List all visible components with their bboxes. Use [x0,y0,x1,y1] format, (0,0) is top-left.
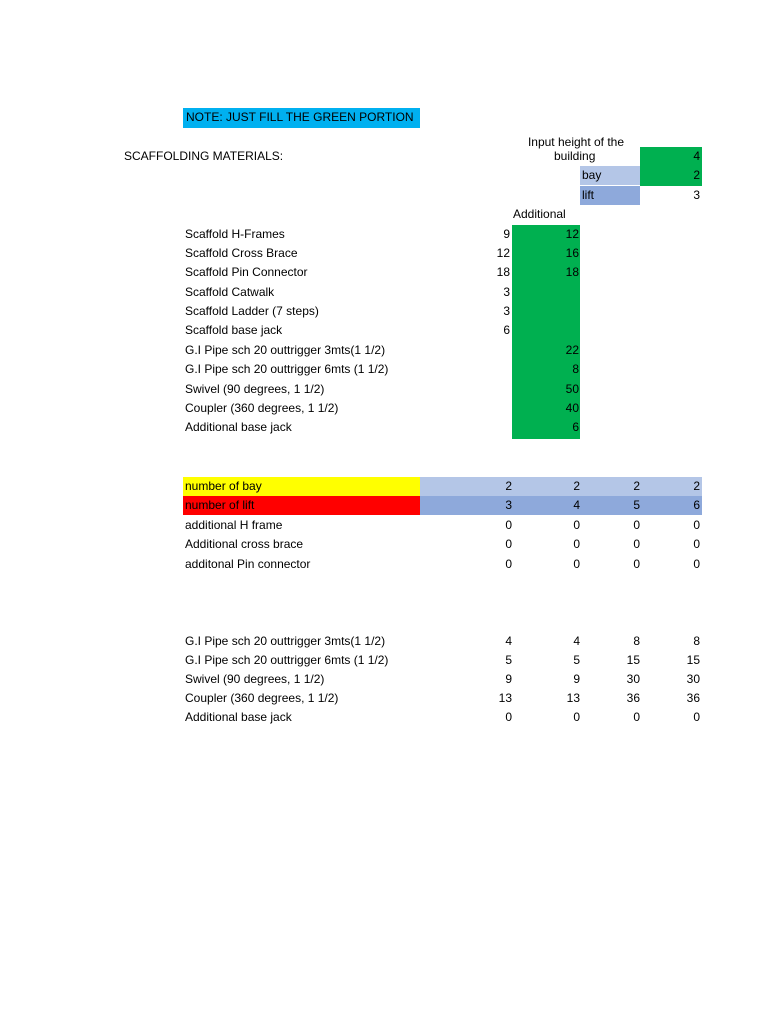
lift-label: lift [582,188,594,202]
table-cell: 0 [633,537,640,551]
material-qty: 9 [503,227,510,241]
material-name: Scaffold Cross Brace [185,246,298,260]
table-row-label: Additional base jack [185,710,292,724]
material-qty: 12 [496,246,510,260]
lift-row-label: number of lift [185,498,255,512]
table-cell: 0 [693,557,700,571]
bay-value: 2 [573,479,580,493]
table-cell: 0 [693,518,700,532]
table-cell: 0 [573,557,580,571]
table-cell: 30 [626,672,640,686]
bay-value: 2 [693,479,700,493]
table-row-label: Coupler (360 degrees, 1 1/2) [185,691,339,705]
table-cell: 0 [633,710,640,724]
table-cell: 0 [505,557,512,571]
table-cell: 5 [573,653,580,667]
lift-row-value: 5 [633,498,640,512]
table-cell: 36 [686,691,700,705]
material-name: Scaffold H-Frames [185,227,285,241]
material-qty [452,380,510,399]
table-row-label: G.I Pipe sch 20 outtrigger 6mts (1 1/2) [185,653,389,667]
material-additional[interactable]: 6 [572,420,579,434]
material-additional[interactable]: 8 [572,362,579,376]
material-name: Scaffold Ladder (7 steps) [185,304,319,318]
material-qty: 18 [496,265,510,279]
table-cell: 0 [633,557,640,571]
material-qty: 6 [503,323,510,337]
material-name: Swivel (90 degrees, 1 1/2) [185,382,325,396]
table-row-label: additional H frame [185,518,283,532]
material-qty: 3 [503,304,510,318]
lift-row-value: 3 [505,498,512,512]
material-additional[interactable]: 16 [565,246,579,260]
table-cell: 15 [626,653,640,667]
material-name: G.I Pipe sch 20 outtrigger 3mts(1 1/2) [185,343,386,357]
table-cell: 0 [693,710,700,724]
material-additional[interactable] [512,283,579,302]
table-row-label: Swivel (90 degrees, 1 1/2) [185,672,325,686]
bay-value: 2 [505,479,512,493]
bay-value: 2 [633,479,640,493]
table-row-label: G.I Pipe sch 20 outtrigger 3mts(1 1/2) [185,634,386,648]
table-cell: 0 [573,537,580,551]
table-cell: 0 [573,710,580,724]
table-cell: 4 [505,634,512,648]
table-cell: 9 [573,672,580,686]
material-name: Additional base jack [185,420,292,434]
lift-row-value: 6 [693,498,700,512]
lift-row-value: 4 [573,498,580,512]
table-cell: 15 [686,653,700,667]
bay-row-label: number of bay [185,479,262,493]
table-cell: 9 [505,672,512,686]
material-qty [452,360,510,379]
material-additional[interactable] [512,302,579,321]
bay-input-value: 2 [693,168,700,182]
table-cell: 36 [626,691,640,705]
table-cell: 13 [498,691,512,705]
table-cell: 8 [633,634,640,648]
material-name: Scaffold Catwalk [185,285,275,299]
table-cell: 0 [505,710,512,724]
material-qty [452,399,510,418]
table-cell: 0 [505,518,512,532]
material-name: G.I Pipe sch 20 outtrigger 6mts (1 1/2) [185,362,389,376]
material-additional[interactable]: 18 [565,265,579,279]
bay-label: bay [582,168,602,182]
table-cell: 8 [693,634,700,648]
table-cell: 0 [573,518,580,532]
note-text: NOTE: JUST FILL THE GREEN PORTION [186,110,414,124]
lift-value: 3 [693,188,700,202]
material-name: Scaffold Pin Connector [185,265,308,279]
material-additional[interactable] [512,321,579,340]
table-cell: 30 [686,672,700,686]
height-label-line1: Input height of the [527,135,625,149]
material-name: Coupler (360 degrees, 1 1/2) [185,401,339,415]
table-cell: 0 [693,537,700,551]
material-name: Scaffold base jack [185,323,283,337]
material-additional[interactable]: 50 [565,382,579,396]
table-cell: 0 [633,518,640,532]
table-cell: 13 [566,691,580,705]
table-cell: 0 [505,537,512,551]
material-additional[interactable]: 22 [565,343,579,357]
height-value: 4 [693,149,700,163]
height-label-line2: building [554,149,596,163]
additional-header: Additional [513,207,566,221]
table-cell: 4 [573,634,580,648]
table-cell: 5 [505,653,512,667]
material-qty [452,418,510,437]
table-row-label: additonal Pin connector [185,557,311,571]
table-row-label: Additional cross brace [185,537,304,551]
material-qty: 3 [503,285,510,299]
material-additional[interactable]: 12 [565,227,579,241]
material-qty [452,341,510,360]
sheet-title: SCAFFOLDING MATERIALS: [124,149,284,163]
material-additional[interactable]: 40 [565,401,579,415]
